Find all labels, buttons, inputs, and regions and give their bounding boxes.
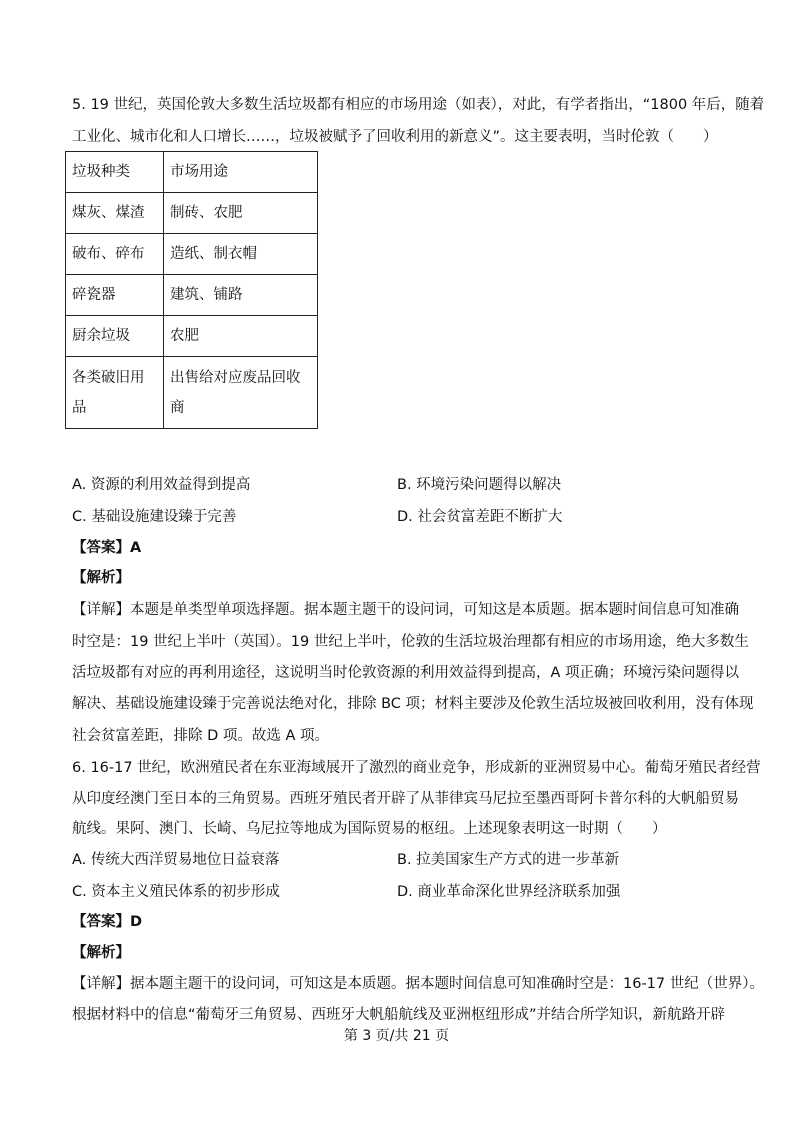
- q6-option-c: C. 资本主义殖民体系的初步形成: [72, 884, 280, 900]
- table-cell: 农肥: [164, 316, 318, 357]
- q6-stem-line-1: 6. 16-17 世纪，欧洲殖民者在东亚海域展开了激烈的商业竞争，形成新的亚洲贸易中心。葡萄牙殖民者经营: [72, 760, 761, 776]
- q5-option-c: C. 基础设施建设臻于完善: [72, 509, 237, 525]
- q6-stem-line-3: 航线。果阿、澳门、长崎、乌尼拉等地成为国际贸易的枢纽。上述现象表明这一时期（ ）: [72, 821, 667, 837]
- q5-analysis-heading: 【解析】: [72, 570, 130, 586]
- q5-option-a: A. 资源的利用效益得到提高: [72, 477, 251, 493]
- q5-detail-line-1: 【详解】本题是单类型单项选择题。据本题主题干的设问词，可知这是本质题。据本题时间信息可知准确: [72, 602, 739, 618]
- table-header-cell: 垃圾种类: [66, 152, 164, 193]
- waste-market-table: [65, 151, 318, 429]
- table-cell: 建筑、铺路: [164, 275, 318, 316]
- table-header-cell: 市场用途: [164, 152, 318, 193]
- q6-stem-line-2: 从印度经澳门至日本的三角贸易。西班牙殖民者开辟了从菲律宾马尼拉至墨西哥阿卡普尔科的大帆船贸易: [72, 791, 739, 807]
- q6-detail-line-1: 【详解】据本题主题干的设问词，可知这是本质题。据本题时间信息可知准确时空是：16-17 世纪（世界）。: [72, 976, 764, 992]
- table-row: [66, 316, 318, 357]
- table-row: [66, 357, 318, 429]
- table-row: [66, 275, 318, 316]
- q6-analysis-heading: 【解析】: [72, 945, 130, 961]
- q6-detail-line-2: 根据材料中的信息“葡萄牙三角贸易、西班牙大帆船航线及亚洲枢纽形成”并结合所学知识，新航路开辟: [72, 1007, 726, 1023]
- q5-option-d: D. 社会贫富差距不断扩大: [397, 509, 563, 525]
- table-cell: 破布、碎布: [66, 234, 164, 275]
- q5-detail-line-5: 社会贫富差距，排除 D 项。故选 A 项。: [72, 728, 330, 744]
- table-cell: 制砖、农肥: [164, 193, 318, 234]
- table-cell: 煤灰、煤渣: [66, 193, 164, 234]
- table-header-row: [66, 152, 318, 193]
- table-row: [66, 193, 318, 234]
- q5-answer: 【答案】A: [72, 540, 142, 556]
- q6-option-a: A. 传统大西洋贸易地位日益衰落: [72, 852, 280, 868]
- table-cell: 厨余垃圾: [66, 316, 164, 357]
- table-cell: 碎瓷器: [66, 275, 164, 316]
- q5-detail-line-4: 解决、基础设施建设臻于完善说法绝对化，排除 BC 项；材料主要涉及伦敦生活垃圾被回收利用，没有体现: [72, 696, 754, 712]
- q5-stem-line-1: 5. 19 世纪，英国伦敦大多数生活垃圾都有相应的市场用途（如表），对此，有学者指出，“1800 年后，随着: [72, 97, 765, 113]
- q5-stem-line-2: 工业化、城市化和人口增长……，垃圾被赋予了回收利用的新意义”。这主要表明，当时伦敦（ ）: [72, 129, 718, 145]
- table-cell: 造纸、制衣帽: [164, 234, 318, 275]
- page-footer: 第 3 页/共 21 页: [343, 1028, 450, 1044]
- q5-detail-line-3: 活垃圾都有对应的再利用途径，这说明当时伦敦资源的利用效益得到提高，A 项正确；环境污染问题得以: [72, 665, 740, 681]
- table-cell: 出售给对应废品回收商: [164, 357, 318, 429]
- q5-option-b: B. 环境污染问题得以解决: [397, 477, 562, 493]
- q6-option-b: B. 拉美国家生产方式的进一步革新: [397, 852, 620, 868]
- q5-detail-line-2: 时空是：19 世纪上半叶（英国）。19 世纪上半叶，伦敦的生活垃圾治理都有相应的市场用途，绝大多数生: [72, 634, 749, 650]
- table-row: [66, 234, 318, 275]
- table-cell: 各类破旧用品: [66, 357, 164, 429]
- q6-option-d: D. 商业革命深化世界经济联系加强: [397, 884, 621, 900]
- q6-answer: 【答案】D: [72, 914, 143, 930]
